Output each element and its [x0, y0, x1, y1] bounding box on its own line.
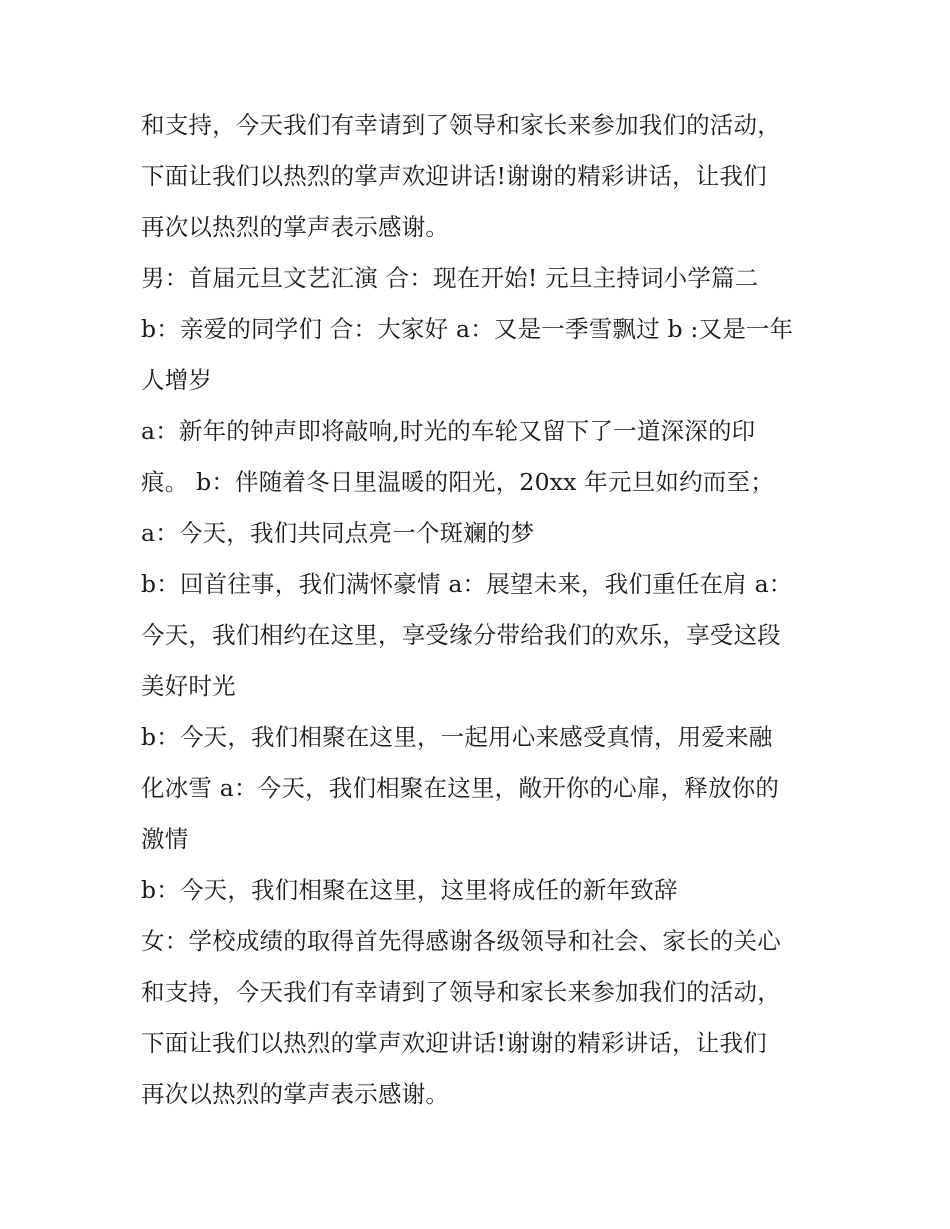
body-text — [141, 100, 831, 1120]
text-line: 今天，我们相约在这里，享受缘分带给我们的欢乐，享受这段 — [141, 621, 781, 649]
text-line: 激情 — [141, 825, 189, 853]
text-line: b：亲爱的同学们 合：大家好 a：又是一季雪飘过 b :又是一年 — [141, 315, 794, 343]
text-line: 化冰雪 a：今天，我们相聚在这里，敞开你的心扉，释放你的 — [141, 774, 780, 802]
text-line: 痕。 b：伴随着冬日里温暖的阳光，20xx 年元旦如约而至； — [141, 468, 774, 496]
text-line: b：回首往事，我们满怀豪情 a：展望未来，我们重任在肩 a： — [141, 570, 793, 598]
text-line: 下面让我们以热烈的掌声欢迎讲话!谢谢的精彩讲话，让我们 — [141, 1029, 767, 1057]
text-line: a：今天，我们共同点亮一个斑斓的梦 — [141, 519, 535, 547]
text-line: 男：首届元旦文艺汇演 合：现在开始! 元旦主持词小学篇二 — [141, 264, 759, 292]
text-line: 美好时光 — [141, 672, 236, 700]
text-line: b：今天，我们相聚在这里，这里将成任的新年致辞 — [141, 876, 678, 904]
text-line: 和支持，今天我们有幸请到了领导和家长来参加我们的活动， — [141, 978, 781, 1006]
text-line: 和支持，今天我们有幸请到了领导和家长来参加我们的活动， — [141, 111, 781, 139]
text-line: 人增岁 — [141, 366, 213, 394]
text-line: 女：学校成绩的取得首先得感谢各级领导和社会、家长的关心 — [141, 927, 781, 955]
text-line: 下面让我们以热烈的掌声欢迎讲话!谢谢的精彩讲话，让我们 — [141, 162, 767, 190]
text-line: 再次以热烈的掌声表示感谢。 — [141, 1080, 450, 1108]
text-line: 再次以热烈的掌声表示感谢。 — [141, 213, 450, 241]
text-line: b：今天，我们相聚在这里，一起用心来感受真情，用爱来融 — [141, 723, 773, 751]
text-line: a：新年的钟声即将敲响,时光的车轮又留下了一道深深的印 — [141, 417, 756, 445]
